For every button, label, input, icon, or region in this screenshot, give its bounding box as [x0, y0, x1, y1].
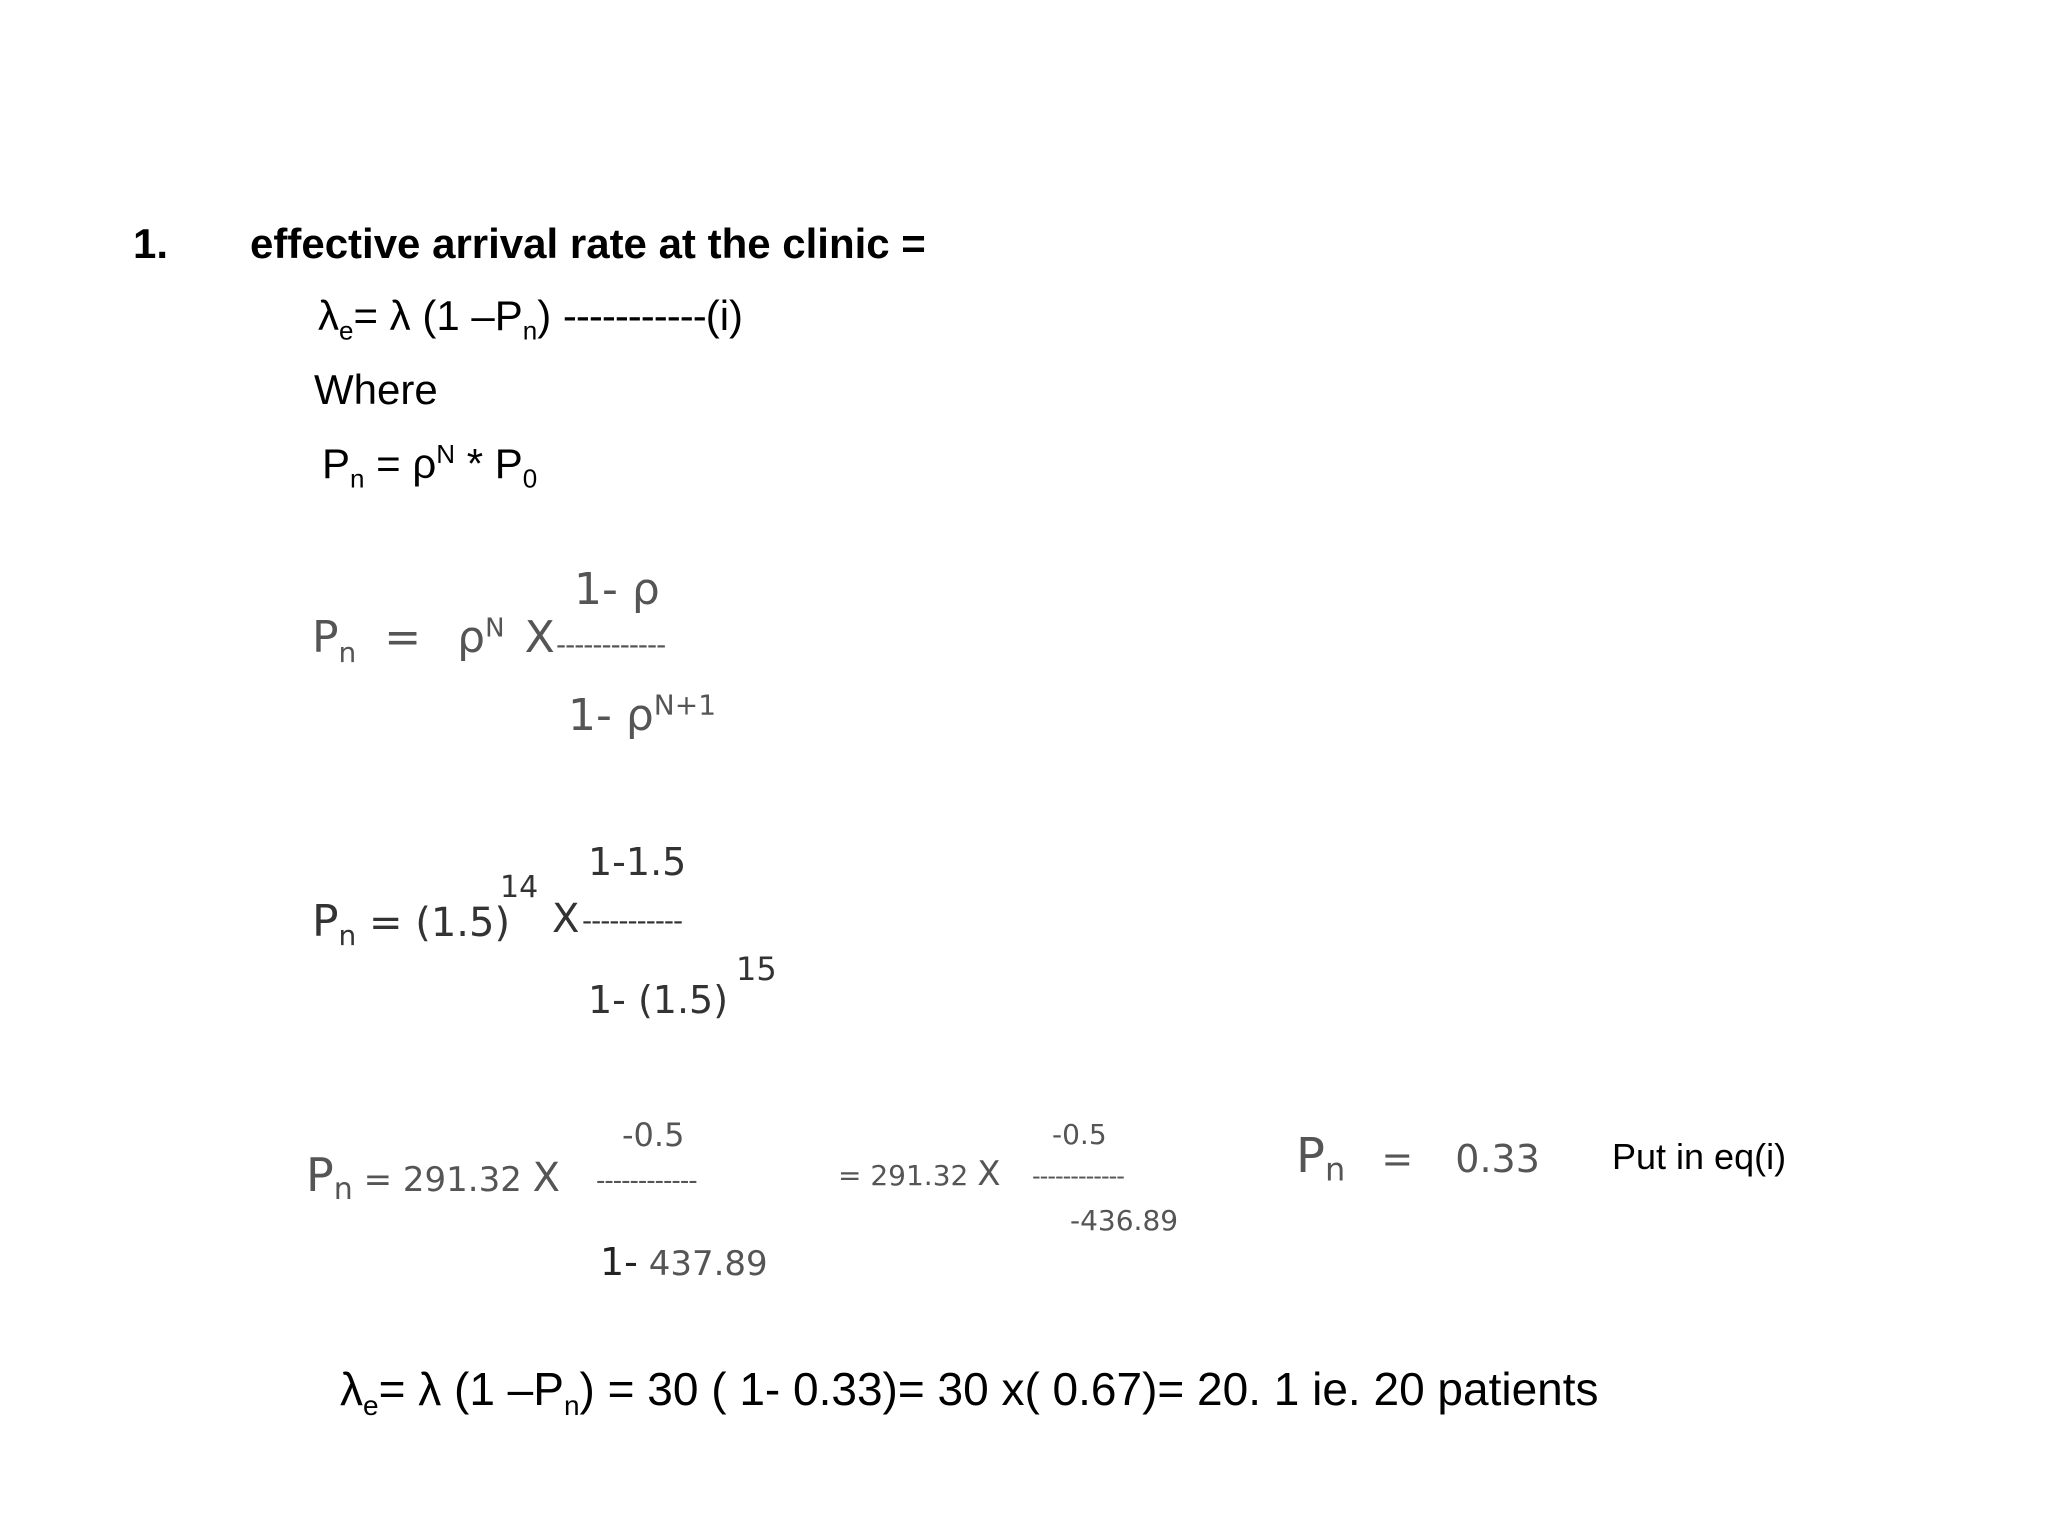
lambda-symbol: λ — [340, 1363, 363, 1415]
dash-leader: ----------- — [562, 292, 706, 339]
second-value: = 291.32 — [838, 1159, 969, 1192]
first-value: = 291.32 — [363, 1160, 522, 1200]
pn-definition — [322, 439, 538, 494]
equation-body: = λ (1 –P — [353, 292, 523, 339]
equals-rho: = ρ — [364, 440, 437, 487]
equation-label: (i) — [705, 292, 744, 339]
lambda-symbol: λ — [318, 292, 339, 339]
fraction-denominator-2: -436.89 — [1070, 1204, 1179, 1237]
subscript-n: n — [338, 635, 357, 669]
denominator-base: 1- ρ — [568, 690, 654, 741]
times-x-2: X — [977, 1154, 1001, 1194]
final-result: ) = 30 ( 1- 0.33)= 30 x( 0.67)= 20. 1 ie. 20 patients — [579, 1363, 1599, 1415]
base-value: = (1.5) — [369, 900, 511, 946]
subscript-n: n — [333, 1171, 353, 1207]
where-label: Where — [314, 366, 438, 413]
superscript-n: N — [436, 439, 456, 469]
put-in-note: Put in eq(i) — [1612, 1136, 1787, 1177]
fraction-numerator-2: -0.5 — [1052, 1118, 1107, 1151]
result-value: 0.33 — [1455, 1137, 1540, 1181]
times-x: X — [524, 612, 555, 663]
substitution-lhs — [312, 896, 511, 952]
denominator-exponent: N+1 — [653, 688, 717, 722]
formula-lhs — [312, 612, 555, 669]
fraction-denominator-1 — [600, 1240, 768, 1284]
equals-sign: = — [1381, 1137, 1414, 1181]
subscript-e: e — [363, 1390, 379, 1422]
fraction-bar-2: ------------ — [1032, 1162, 1124, 1190]
item-heading: effective arrival rate at the clinic = — [250, 220, 926, 267]
p-symbol: P — [322, 440, 351, 487]
fraction-denominator — [568, 690, 716, 741]
subscript-n: n — [563, 1390, 580, 1422]
exponent-14: 14 — [500, 870, 539, 905]
subscript-n: n — [338, 919, 357, 952]
subscript-n: n — [522, 315, 538, 346]
times-p: * P — [455, 440, 523, 487]
superscript-n: N — [485, 613, 505, 644]
fraction-bar: ------------ — [556, 628, 666, 661]
subscript-n: n — [350, 463, 365, 494]
calc-lhs — [306, 1148, 561, 1207]
p-symbol: P — [312, 612, 339, 663]
subscript-zero: 0 — [522, 463, 538, 494]
equation-i — [318, 292, 744, 346]
equals-sign: = — [384, 612, 422, 663]
p-symbol: P — [312, 896, 339, 947]
calc-middle — [838, 1154, 1001, 1194]
close-paren: ) — [537, 292, 552, 339]
item-number: 1. — [133, 220, 169, 267]
fraction-denominator: 1- (1.5) — [588, 978, 729, 1022]
times-x: X — [532, 1155, 561, 1201]
final-body: = λ (1 –P — [378, 1363, 564, 1415]
final-equation — [340, 1362, 1599, 1422]
denominator-one: 1- — [600, 1240, 638, 1284]
fraction-bar: ----------- — [582, 904, 683, 937]
fraction-numerator-1: -0.5 — [622, 1116, 685, 1154]
subscript-e: e — [339, 315, 354, 346]
rho-symbol: ρ — [457, 612, 486, 663]
times-x: X — [552, 896, 580, 942]
fraction-bar-1: ------------ — [596, 1166, 697, 1196]
calc-result — [1296, 1128, 1540, 1189]
exponent-15: 15 — [736, 950, 777, 988]
fraction-numerator: 1- ρ — [574, 564, 660, 615]
p-symbol: P — [306, 1148, 334, 1202]
denominator-value: 437.89 — [648, 1244, 768, 1284]
subscript-n: n — [1324, 1150, 1346, 1189]
p-symbol: P — [1296, 1128, 1325, 1184]
fraction-numerator: 1-1.5 — [588, 840, 687, 884]
